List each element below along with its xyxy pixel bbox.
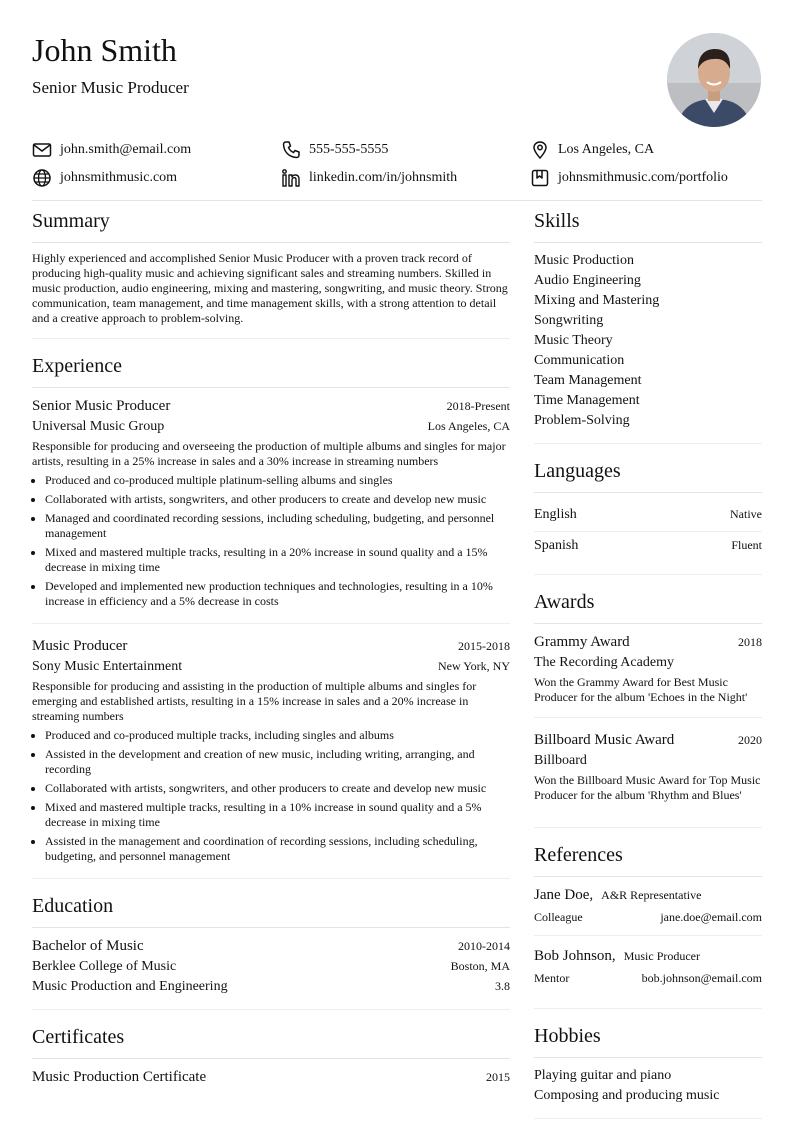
contact-email[interactable] — [32, 139, 191, 161]
mail-icon — [32, 140, 52, 160]
reference-email[interactable]: bob.johnson@email.com — [641, 971, 762, 985]
job-role: Senior Music Producer — [32, 398, 171, 414]
job-company: Universal Music Group — [32, 419, 165, 434]
award-description: Won the Billboard Music Award for Top Music Producer for the album 'Rhythm and Blues' — [534, 773, 761, 802]
hobby-item: Playing guitar and piano — [534, 1068, 672, 1083]
language-level: Fluent — [731, 538, 762, 552]
education-heading: Education — [32, 893, 510, 928]
award-item — [534, 632, 762, 718]
right-column — [534, 208, 762, 1133]
reference-item — [534, 946, 762, 996]
job-description: Responsible for producing and assisting in the production of multiple albums and singles for emerging and established artists, resulting in a 15% increase in sales and a 20% increase in streaming numbers — [32, 679, 477, 723]
linkedin-text: linkedin.com/in/johnsmith — [309, 170, 458, 185]
award-item — [534, 730, 762, 815]
language-item — [534, 501, 762, 532]
references-section — [534, 842, 762, 1009]
reference-position: A&R Representative — [601, 888, 702, 902]
job-role: Music Producer — [32, 638, 128, 654]
school-location: Boston, MA — [450, 959, 510, 973]
location-pin-icon — [530, 140, 550, 160]
job-description: Responsible for producing and overseeing the production of multiple albums and singles for major artists, resulting in a 25% increase in sales and a 30% increase in streaming numbers — [32, 439, 506, 468]
language-name: Spanish — [534, 538, 579, 553]
skill-item: Music Theory — [534, 333, 613, 348]
skill-item: Problem-Solving — [534, 413, 630, 428]
skill-item: Audio Engineering — [534, 273, 641, 288]
candidate-title: Senior Music Producer — [32, 78, 189, 97]
contact-location — [530, 139, 654, 161]
school: Berklee College of Music — [32, 959, 177, 974]
job-location: New York, NY — [437, 659, 510, 673]
resume-page — [32, 30, 762, 1103]
summary-heading: Summary — [32, 208, 510, 243]
job-dates: 2015-2018 — [458, 639, 510, 653]
reference-position: Music Producer — [623, 949, 701, 963]
languages-heading: Languages — [534, 458, 762, 493]
job-bullet: • Mixed and mastered multiple tracks, resulting in a 10% increase in sound quality and a 5% decrease in mixing time — [45, 800, 510, 830]
education-section — [32, 893, 510, 1010]
job-bullets — [32, 728, 510, 864]
job-entry — [32, 636, 510, 879]
website-text: johnsmithmusic.com — [60, 170, 178, 185]
award-name: Billboard Music Award — [534, 732, 675, 748]
award-year: 2020 — [738, 733, 762, 747]
field-of-study: Music Production and Engineering — [32, 979, 228, 994]
phone-icon — [281, 140, 301, 160]
certificate-name: Music Production Certificate — [32, 1069, 207, 1085]
gpa: 3.8 — [495, 979, 510, 993]
job-company: Sony Music Entertainment — [32, 659, 183, 674]
skills-section — [534, 208, 762, 444]
location-text: Los Angeles, CA — [558, 142, 655, 157]
job-bullets — [32, 473, 510, 609]
award-description: Won the Grammy Award for Best Music Producer for the album 'Echoes in the Night' — [534, 675, 748, 704]
certificate-item — [32, 1067, 510, 1088]
skill-item: Music Production — [534, 253, 634, 268]
hobbies-section — [534, 1023, 762, 1119]
job-bullet: • Managed and coordinated recording sessions, including scheduling, budgeting, and personnel management — [45, 511, 510, 541]
reference-name: Bob Johnson, — [534, 948, 616, 964]
languages-section — [534, 458, 762, 575]
skill-item: Team Management — [534, 373, 642, 388]
job-bullet: • Assisted in the management and coordination of recording sessions, including scheduling, budgeting, and personnel management — [45, 834, 510, 864]
contact-phone[interactable] — [281, 139, 388, 161]
portfolio-icon — [530, 168, 550, 188]
job-bullet: • Developed and implemented new production techniques and technologies, resulting in a 10% increase in efficiency and a 5% decrease in costs — [45, 579, 510, 609]
skill-item: Time Management — [534, 393, 640, 408]
hobby-item: Composing and producing music — [534, 1088, 720, 1103]
job-bullet: • Collaborated with artists, songwriters, and other producers to create and develop new music — [45, 492, 510, 507]
reference-name: Jane Doe, — [534, 887, 594, 903]
reference-email[interactable]: jane.doe@email.com — [660, 910, 762, 924]
job-bullet: • Collaborated with artists, songwriters, and other producers to create and develop new music — [45, 781, 510, 796]
contact-portfolio[interactable] — [530, 167, 728, 189]
skill-item: Mixing and Mastering — [534, 293, 660, 308]
language-level: Native — [730, 507, 762, 521]
experience-heading: Experience — [32, 353, 510, 388]
certificate-year: 2015 — [486, 1070, 510, 1084]
experience-section — [32, 353, 510, 879]
left-column — [32, 208, 510, 1088]
job-dates: 2018-Present — [446, 399, 510, 413]
skill-item: Communication — [534, 353, 625, 368]
language-name: English — [534, 507, 577, 522]
certificates-section — [32, 1024, 510, 1088]
award-name: Grammy Award — [534, 634, 630, 650]
award-org: Billboard — [534, 753, 587, 768]
job-bullet: • Produced and co-produced multiple tracks, including singles and albums — [45, 728, 510, 743]
summary-text: Highly experienced and accomplished Senior Music Producer with a proven track record of producing high-quality music and achieving significant sales and streaming numbers. Skilled in music production, audio engineering, mixing and mastering, songwriting, and music theory. Strong communication, team management, and time management skills, with a strong attention to detail and a creative approach to problem-solving. — [32, 251, 508, 325]
contact-linkedin[interactable] — [281, 167, 457, 189]
contact-website[interactable] — [32, 167, 177, 189]
language-item — [534, 532, 762, 562]
linkedin-icon — [281, 168, 301, 188]
person-portrait-icon — [667, 33, 761, 127]
awards-heading: Awards — [534, 589, 762, 624]
hobbies-heading: Hobbies — [534, 1023, 762, 1058]
job-entry — [32, 396, 510, 624]
job-location: Los Angeles, CA — [427, 419, 510, 433]
education-dates: 2010-2014 — [458, 939, 510, 953]
phone-text: 555-555-5555 — [309, 142, 389, 157]
header-divider — [32, 200, 762, 201]
skills-heading: Skills — [534, 208, 762, 243]
reference-item — [534, 885, 762, 936]
awards-section — [534, 589, 762, 828]
candidate-name: John Smith — [32, 32, 177, 68]
portfolio-text: johnsmithmusic.com/portfolio — [558, 170, 728, 185]
job-bullet: • Mixed and mastered multiple tracks, resulting in a 20% increase in sound quality and a 15% decrease in mixing time — [45, 545, 510, 575]
profile-photo — [667, 33, 761, 127]
certificates-heading: Certificates — [32, 1024, 510, 1059]
job-bullet: • Assisted in the development and creation of new music, including writing, arranging, and recording — [45, 747, 510, 777]
award-org: The Recording Academy — [534, 655, 674, 670]
award-year: 2018 — [738, 635, 762, 649]
reference-relation: Colleague — [534, 910, 583, 924]
skill-item: Songwriting — [534, 313, 604, 328]
references-heading: References — [534, 842, 762, 877]
reference-relation: Mentor — [534, 971, 570, 985]
email-text: john.smith@email.com — [60, 142, 192, 157]
degree: Bachelor of Music — [32, 938, 144, 954]
globe-icon — [32, 168, 52, 188]
summary-section — [32, 208, 510, 339]
job-bullet: • Produced and co-produced multiple platinum-selling albums and singles — [45, 473, 510, 488]
